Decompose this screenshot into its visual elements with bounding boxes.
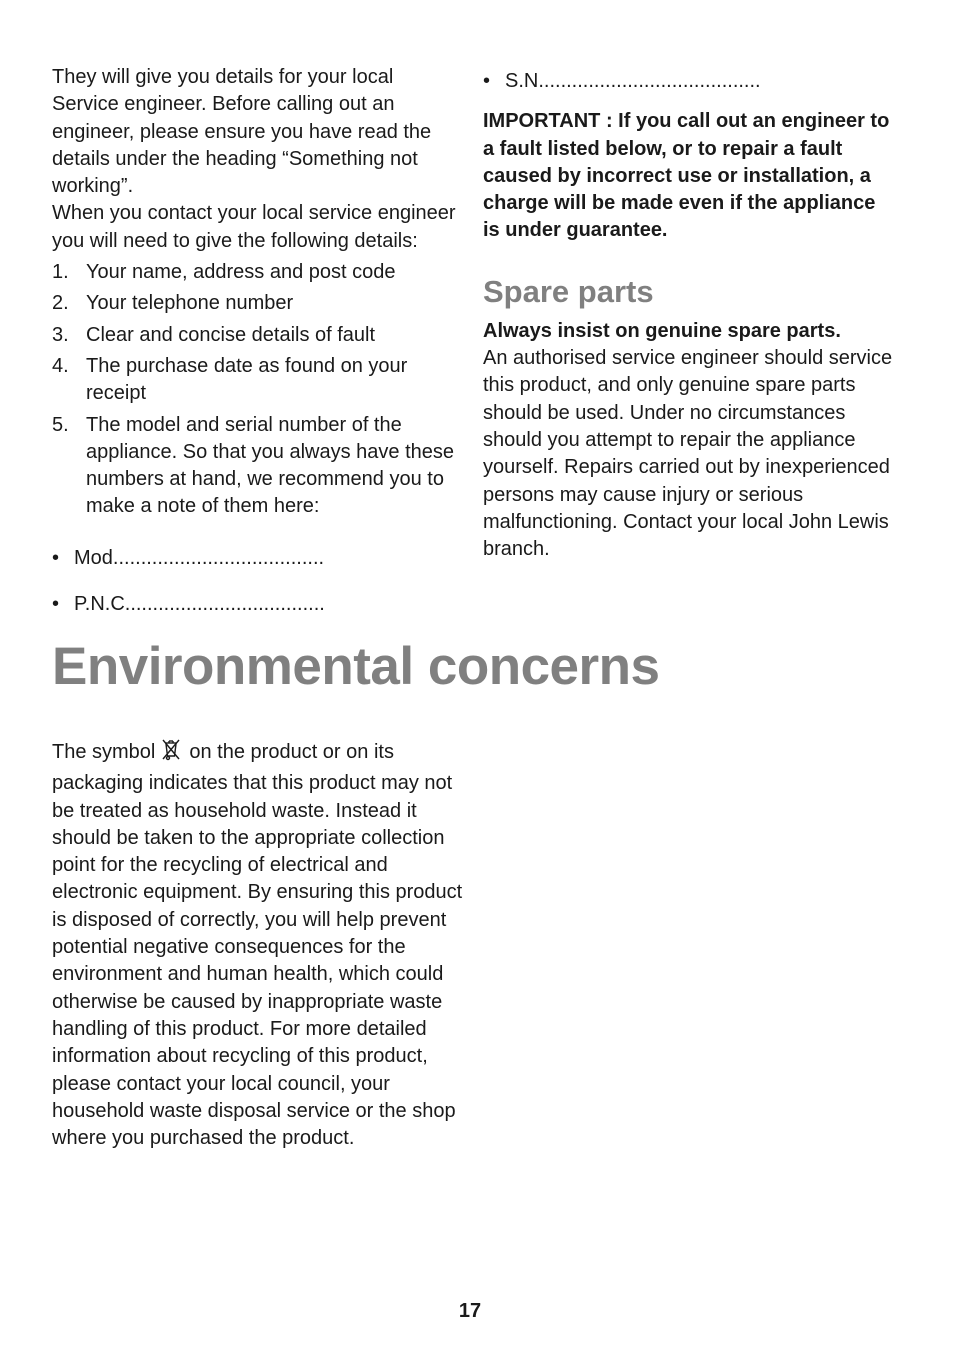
serial-number-field-line: • S.N........................................	[483, 70, 761, 92]
environmental-concerns-heading: Environmental concerns	[52, 637, 660, 696]
pnc-field-line: • P.N.C....................................	[52, 593, 325, 616]
details-list	[52, 259, 464, 521]
environment-paragraph: The symbol on the product or on its packaging indicates that this product may not be treated as household waste. Instead it should be taken to the appropriate collection point for the recycling of electrical and electronic equipment. By ensuring this product is disposed of correctly, you will help prevent potential negative consequences for the environment and human health, which could otherwise be caused by inappropriate waste handling of this product. For more detailed information about recycling of this product, please contact your local council, your household waste disposal service or the shop where you purchased the product.	[52, 738, 464, 1152]
left-column	[52, 64, 464, 618]
crossed-out-wheelie-bin-icon	[161, 738, 181, 770]
spare-parts-paragraph	[483, 318, 895, 564]
right-column	[483, 68, 895, 563]
list-item: 3. Clear and concise details of fault	[52, 323, 376, 346]
list-item: 4. The purchase date as found on your receipt	[52, 354, 408, 405]
list-item: 2. Your telephone number	[52, 292, 294, 315]
fields-list	[483, 68, 895, 95]
service-intro-paragraph: They will give you details for your local Service engineer. Before calling out an engineer, please ensure you have read the details under the heading “Something not working”.	[52, 66, 432, 198]
spare-parts-lead: Always insist on genuine spare parts.	[483, 319, 841, 342]
important-notice: IMPORTANT : If you call out an engineer to a fault listed below, or to repair a fault caused by incorrect use or installation, a charge will be made even if the appliance is under guarantee.	[483, 110, 890, 242]
contact-paragraph: When you contact your local service engineer you will need to give the following details:	[52, 202, 456, 252]
list-item: 1. Your name, address and post code	[52, 261, 396, 284]
environment-section	[52, 738, 464, 1152]
spare-parts-body: An authorised service engineer should service this product, and only genuine spare parts should be used. Under no circumstances should you attempt to repair the appliance yourself. Repairs carried out by inexperienced persons may cause injury or serious malfunctioning. Contact your local John Lewis branch.	[483, 347, 893, 561]
fields-list	[52, 545, 464, 619]
page-number: 17	[458, 1300, 482, 1322]
model-field-line: • Mod......................................	[52, 546, 325, 569]
spare-parts-heading: Spare parts	[483, 273, 654, 309]
list-item: 5. The model and serial number of the appliance. So that you always have these numbers at hand, we recommend you to make a note of them here:	[52, 413, 455, 518]
